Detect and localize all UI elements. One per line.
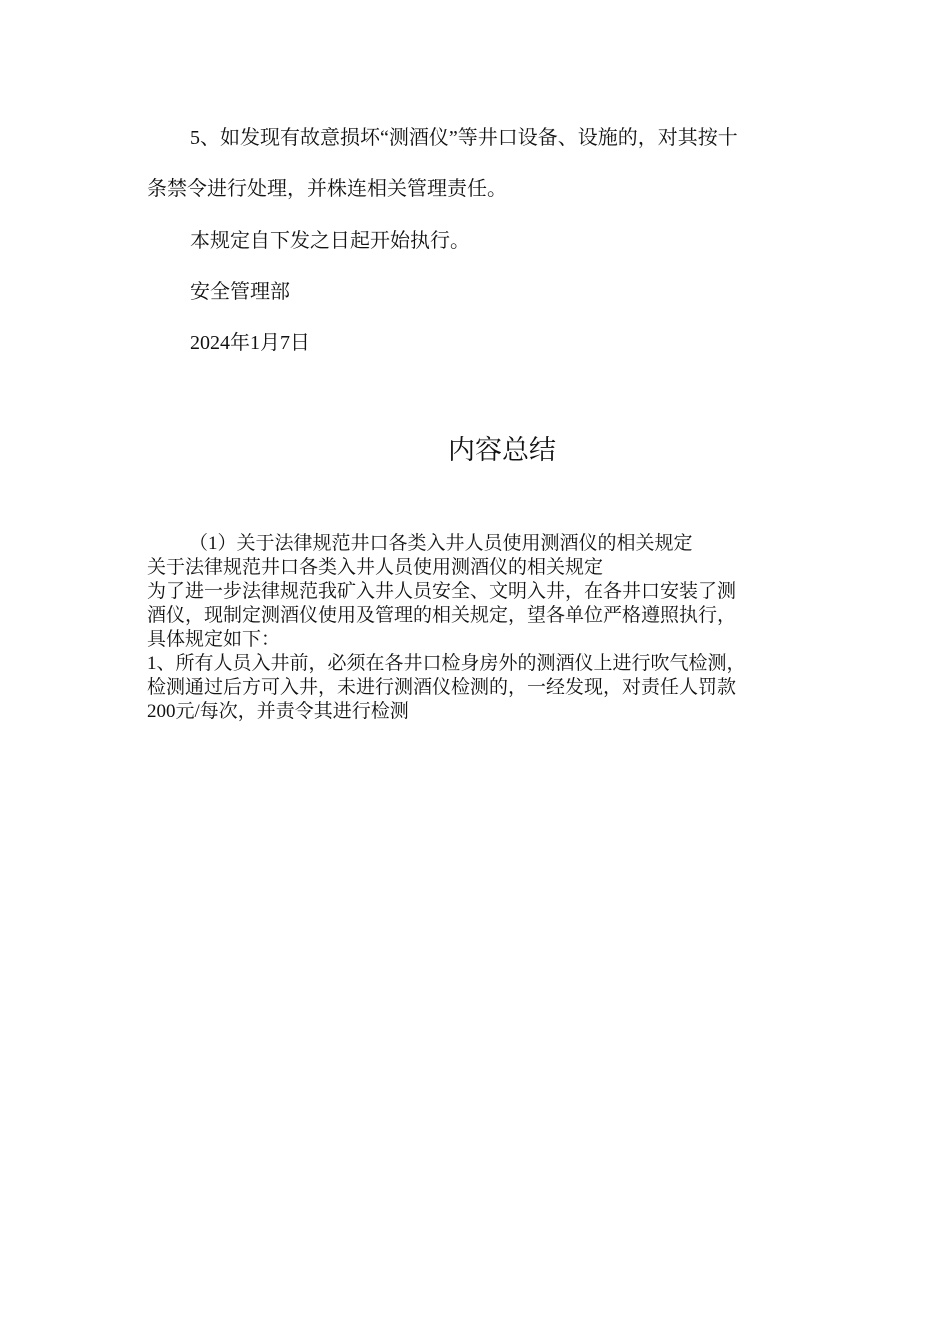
summary-line: 关于法律规范井口各类入井人员使用测酒仪的相关规定: [147, 557, 604, 578]
summary-line: 为了进一步法律规范我矿入井人员安全、文明入井，在各井口安装了测: [147, 581, 737, 602]
summary-line: 具体规定如下：: [147, 629, 281, 650]
effective-statement: 本规定自下发之日起开始执行。: [190, 230, 470, 252]
department-signature: 安全管理部: [190, 281, 290, 303]
document-date: 2024年1月7日: [190, 332, 310, 354]
summary-body: [147, 532, 807, 724]
rule-5-line-2: 条禁令进行处理，并株连相关管理责任。: [147, 178, 507, 200]
summary-line: （1）关于法律规范井口各类入井人员使用测酒仪的相关规定: [189, 533, 693, 554]
summary-line: 检测通过后方可入井，未进行测酒仪检测的，一经发现，对责任人罚款: [147, 677, 737, 698]
summary-line: 200元/每次，并责令其进行检测: [147, 701, 409, 722]
rule-5-line-1: 5、如发现有故意损坏“测酒仪”等井口设备、设施的，对其按十: [190, 127, 738, 149]
summary-line: 酒仪，现制定测酒仪使用及管理的相关规定，望各单位严格遵照执行，: [147, 605, 737, 626]
summary-heading: 内容总结: [448, 435, 556, 465]
summary-line: 1、所有人员入井前，必须在各井口检身房外的测酒仪上进行吹气检测，: [147, 653, 746, 674]
